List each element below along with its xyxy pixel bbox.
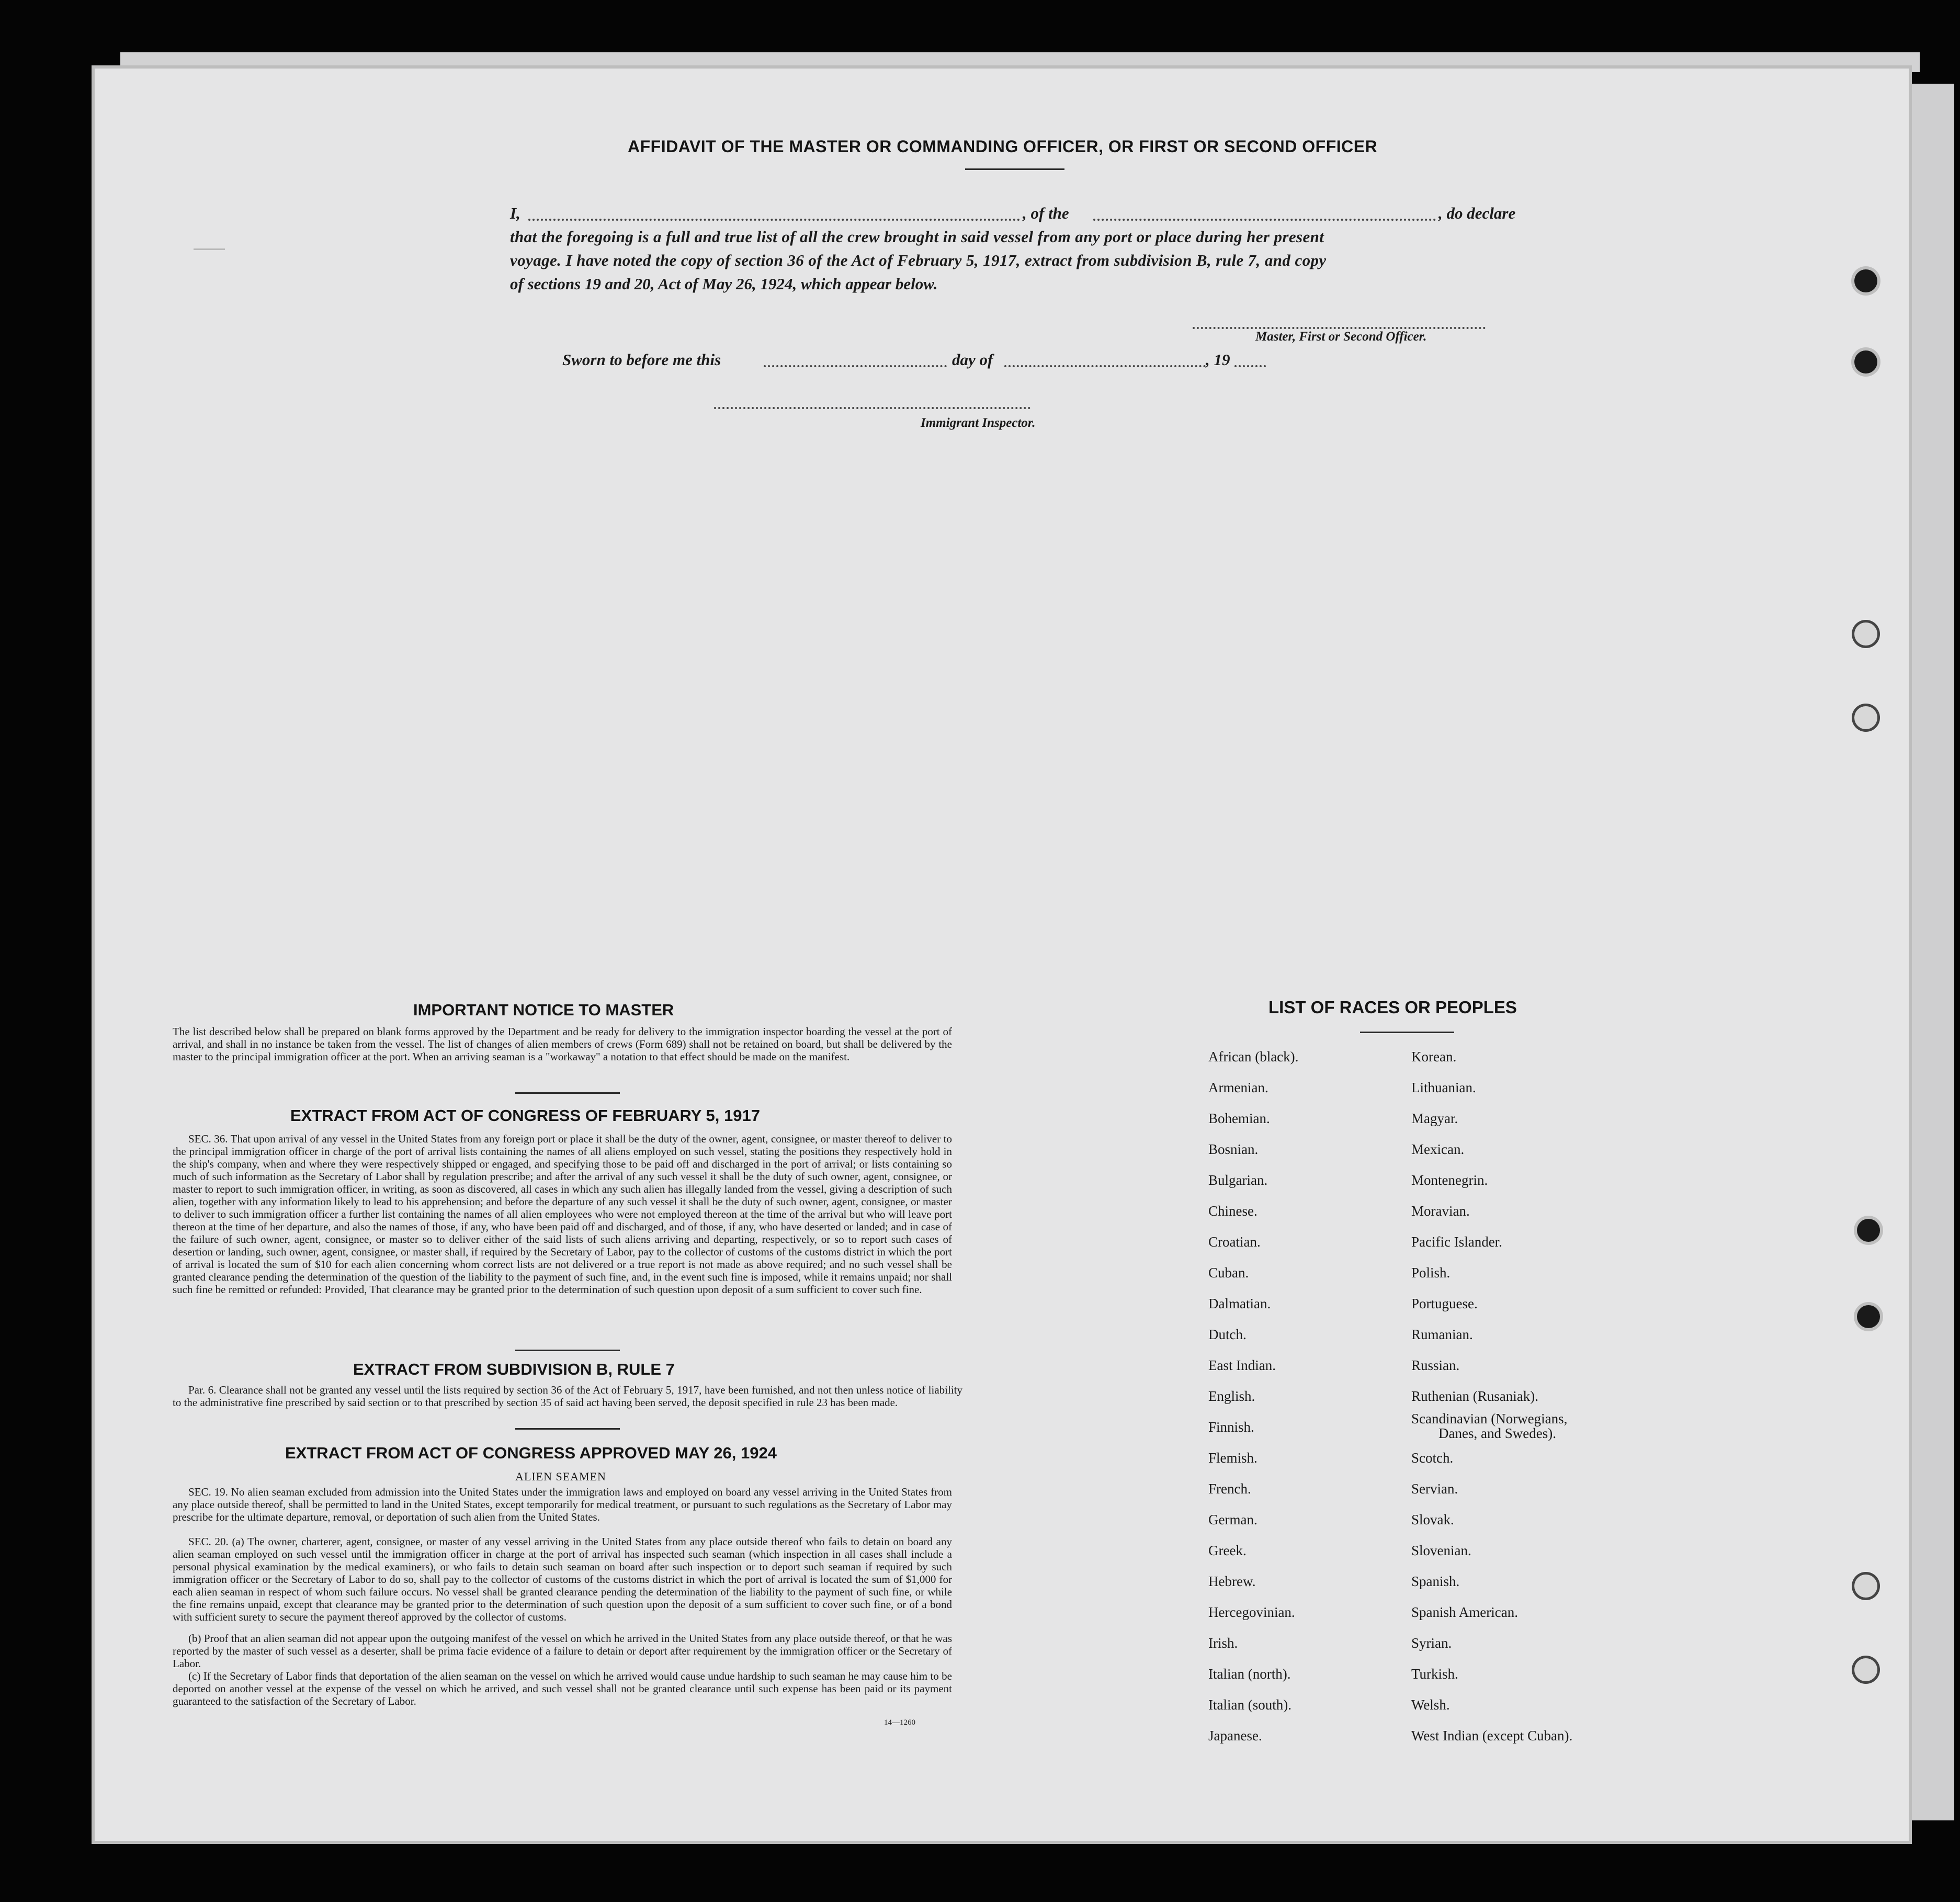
binder-hole-icon <box>1854 350 1877 373</box>
race-item: Rumanian. <box>1411 1327 1473 1342</box>
race-item: Welsh. <box>1411 1697 1450 1713</box>
race-item: Scotch. <box>1411 1450 1454 1466</box>
extract-1924-sec19: SEC. 19. No alien seaman excluded from admission into the United States under the immigration laws and employed on board any vessel arriving in the United States from any place outside thereof, shall be permitted to land in the United States, except temporarily for medical treatment, or pursuant to such regulations as the Secretary of Labor may prescribe for the ultimate departure, removal, or deportation of such alien from the United States. <box>173 1486 952 1523</box>
affidavit-line-3: voyage. I have noted the copy of section 36 of the Act of February 5, 1917, extract from subdivision B, rule 7, and copy <box>510 251 1327 269</box>
extract-1924-sec20a: SEC. 20. (a) The owner, charterer, agent, consignee, or master of any vessel arriving in the United States from any place outside thereof who fails to detain on board any alien seaman employed on such vessel until the immigration officer in charge at the port of arrival has inspected such seaman (which inspection in all cases shall include a personal physical examination by the medical examiners), or who fails to detain such seaman on board after such inspection or to deport such seaman if required by such immigration officer or the Secretary of Labor to do so, shall pay to the collector of customs of the customs district in which the port of arrival is located the sum of $1,000 for each alien seaman in respect of whom such failure occurs. No vessel shall be granted clearance pending the determination of the liability to the payment of such fine, or while the fine remains unpaid, except that clearance may be granted prior to the determination of such question upon the deposit of a sum sufficient to cover such fine, or of a bond with sufficient surety to secure the payment thereof approved by the collector of customs. <box>173 1535 952 1623</box>
race-item: Spanish. <box>1411 1573 1460 1589</box>
day-of-label: day of <box>952 350 993 369</box>
race-item: Croatian. <box>1208 1234 1261 1250</box>
master-signature-label: Master, First or Second Officer. <box>1255 330 1427 344</box>
affidavit-do-declare: , do declare <box>1438 204 1516 222</box>
race-item: Greek. <box>1208 1543 1247 1558</box>
race-item: French. <box>1208 1481 1251 1497</box>
race-item: Syrian. <box>1411 1635 1452 1651</box>
rule7-rule <box>515 1428 620 1430</box>
notice-rule <box>515 1092 620 1094</box>
race-item: Magyar. <box>1411 1111 1458 1126</box>
race-item: Finnish. <box>1208 1419 1254 1435</box>
extract-1917-body: SEC. 36. That upon arrival of any vessel in the United States from any foreign port or place it shall be the duty of the owner, agent, consignee, or master thereof to deliver to the principal immigration officer in charge of the port of arrival lists containing the names of all aliens employed on such vessel, stating the positions they respectively hold in the ship's company, when and where they were respectively shipped or engaged, and specifying those to be paid off and discharged in the port of arrival; or lists containing so much of such information as the Secretary of Labor shall by regulation prescribe; and after the arrival of any such vessel it shall be the duty of such owner, agent, consignee, or master to report to such immigration officer, in writing, as soon as discovered, all cases in which any such alien has illegally landed from the vessel, giving a description of such alien, together with any information likely to lead to his apprehension; and before the departure of any such vessel it shall be the duty of such owner, agent, consignee, or master to deliver to such immigration officer a further list containing the names of all alien employees who were not employed thereon at the time of the arrival but who will leave port thereon at the time of her departure, and also the names of those, if any, who have been paid off and discharged, and of those, if any, who have deserted or landed; and in case of the failure of such owner, agent, consignee, or master so to deliver either of the said lists of such aliens arriving and departing, respectively, or so to report such cases of desertion or landing, such owner, agent, consignee, or master shall, if required by the Secretary of Labor, pay to the collector of customs of the customs district in which the port of arrival is located the sum of $10 for each alien concerning whom correct lists are not delivered or a true report is not made as above required; and no such vessel shall be granted clearance pending the determination of the question of the liability to the payment of such fine, and, in the event such fine is imposed, while it remains unpaid; nor shall such fine be remitted or refunded: Provided, That clearance may be granted prior to the determination of such question upon deposit of a sum sufficient to cover such fine. <box>173 1133 952 1296</box>
race-item: Italian (south). <box>1208 1697 1291 1713</box>
race-item: Servian. <box>1411 1481 1458 1497</box>
race-item: Dutch. <box>1208 1327 1247 1342</box>
races-title-rule <box>1360 1032 1454 1033</box>
race-item: Bohemian. <box>1208 1111 1270 1126</box>
binder-hole-icon <box>1854 1575 1877 1598</box>
race-item: Cuban. <box>1208 1265 1249 1281</box>
race-item: West Indian (except Cuban). <box>1411 1728 1573 1743</box>
race-item: Korean. <box>1411 1049 1457 1065</box>
race-item: Russian. <box>1411 1357 1460 1373</box>
race-item: Irish. <box>1208 1635 1238 1651</box>
race-item: Polish. <box>1411 1265 1451 1281</box>
notice-title: IMPORTANT NOTICE TO MASTER <box>413 1001 674 1019</box>
affidavit-line-4: of sections 19 and 20, Act of May 26, 1924, which appear below. <box>510 275 938 293</box>
race-item: African (black). <box>1208 1049 1299 1065</box>
extract-1924-subtitle: ALIEN SEAMEN <box>515 1470 606 1483</box>
binder-hole-icon <box>1857 1219 1880 1242</box>
race-item: Portuguese. <box>1411 1296 1478 1311</box>
inspector-label: Immigrant Inspector. <box>921 416 1036 430</box>
extract-1917-title: EXTRACT FROM ACT OF CONGRESS OF FEBRUARY 5, 1917 <box>290 1106 760 1125</box>
race-item: Chinese. <box>1208 1203 1257 1219</box>
race-item: Slovak. <box>1411 1512 1454 1527</box>
rule7-title: EXTRACT FROM SUBDIVISION B, RULE 7 <box>353 1360 675 1378</box>
extract-1924-sec20b: (b) Proof that an alien seaman did not appear upon the outgoing manifest of the vessel on which he arrived in the United States from any place outside thereof, or that he was reported by the master of such vessel as a deserter, shall be prima facie evidence of a failure to detain or deport after requirement by the immigration officer or the Secretary of Labor. <box>173 1632 952 1670</box>
declarant-name-field[interactable] <box>528 219 1020 221</box>
race-item: Ruthenian (Rusaniak). <box>1411 1388 1538 1404</box>
sworn-label: Sworn to before me this <box>562 350 721 369</box>
sworn-month-field[interactable] <box>1004 365 1206 367</box>
affidavit-of-the: , of the <box>1023 204 1069 222</box>
race-item: Armenian. <box>1208 1080 1268 1095</box>
races-title: LIST OF RACES OR PEOPLES <box>1268 998 1517 1017</box>
year-label: , 19 <box>1206 350 1230 369</box>
vessel-name-field[interactable] <box>1093 219 1436 221</box>
sworn-year-field[interactable] <box>1234 365 1266 367</box>
rule7-body: Par. 6. Clearance shall not be granted any vessel until the lists required by section 36 of the Act of February 5, 1917, have been furnished, and not then unless notice of liability to the administrative fine prescribed by said section or to that prescribed by section 35 of said act having been served, the deposit specified in rule 23 has been made. <box>173 1384 962 1409</box>
binder-hole-icon <box>1854 1658 1877 1681</box>
race-item: Japanese. <box>1208 1728 1262 1743</box>
race-item: Dalmatian. <box>1208 1296 1271 1311</box>
race-item: Mexican. <box>1411 1141 1465 1157</box>
race-item: East Indian. <box>1208 1357 1276 1373</box>
race-item: German. <box>1208 1512 1257 1527</box>
race-item: Bosnian. <box>1208 1141 1259 1157</box>
notice-body: The list described below shall be prepared on blank forms approved by the Department and be ready for delivery to the immigration inspector boarding the vessel at the port of arrival, and shall in no instance be taken from the vessel. The list of changes of alien members of crews (Form 689) shall not be retained on board, but shall be delivered by the master to the principal immigration officer at the port. When an arriving seaman is a "workaway" a notation to that effect should be made on the manifest. <box>173 1025 952 1063</box>
extract-1917-rule <box>515 1350 620 1351</box>
margin-pencil-note <box>194 238 225 250</box>
race-item: Flemish. <box>1208 1450 1257 1466</box>
race-item: Bulgarian. <box>1208 1172 1268 1188</box>
race-item: Hebrew. <box>1208 1573 1256 1589</box>
affidavit-line-2: that the foregoing is a full and true list of all the crew brought in said vessel from any port or place during her present <box>510 228 1324 246</box>
race-item-continuation: Danes, and Swedes). <box>1438 1425 1556 1441</box>
race-item: Slovenian. <box>1411 1543 1471 1558</box>
affidavit-i-label: I, <box>510 204 520 222</box>
race-item: Spanish American. <box>1411 1604 1518 1620</box>
race-item: Scandinavian (Norwegians, <box>1411 1411 1568 1426</box>
extract-1924-title: EXTRACT FROM ACT OF CONGRESS APPROVED MAY 26, 1924 <box>285 1444 777 1462</box>
race-item: Hercegovinian. <box>1208 1604 1295 1620</box>
master-signature-field[interactable] <box>1193 327 1486 329</box>
race-item: Pacific Islander. <box>1411 1234 1502 1250</box>
binder-hole-icon <box>1854 706 1877 729</box>
race-item: Italian (north). <box>1208 1666 1291 1682</box>
race-item: Montenegrin. <box>1411 1172 1488 1188</box>
affidavit-title-rule <box>965 168 1064 170</box>
affidavit-title: AFFIDAVIT OF THE MASTER OR COMMANDING OFFICER, OR FIRST OR SECOND OFFICER <box>628 137 1378 156</box>
race-item: English. <box>1208 1388 1255 1404</box>
race-item: Lithuanian. <box>1411 1080 1476 1095</box>
race-item: Turkish. <box>1411 1666 1458 1682</box>
binder-hole-icon <box>1854 269 1877 292</box>
sworn-day-field[interactable] <box>764 365 947 367</box>
race-item: Moravian. <box>1411 1203 1470 1219</box>
inspector-signature-field[interactable] <box>714 407 1030 409</box>
binder-hole-icon <box>1854 622 1877 646</box>
extract-1924-sec20c: (c) If the Secretary of Labor finds that deportation of the alien seaman on the vessel on which he arrived would cause undue hardship to such seaman he may cause him to be deported on another vessel at the expense of the vessel on which he arrived, and such vessel shall not be granted clearance until such expense has been paid or its payment guaranteed to the satisfaction of the Secretary of Labor. <box>173 1670 952 1707</box>
binder-hole-icon <box>1857 1305 1880 1328</box>
form-number: 14—1260 <box>884 1718 915 1727</box>
